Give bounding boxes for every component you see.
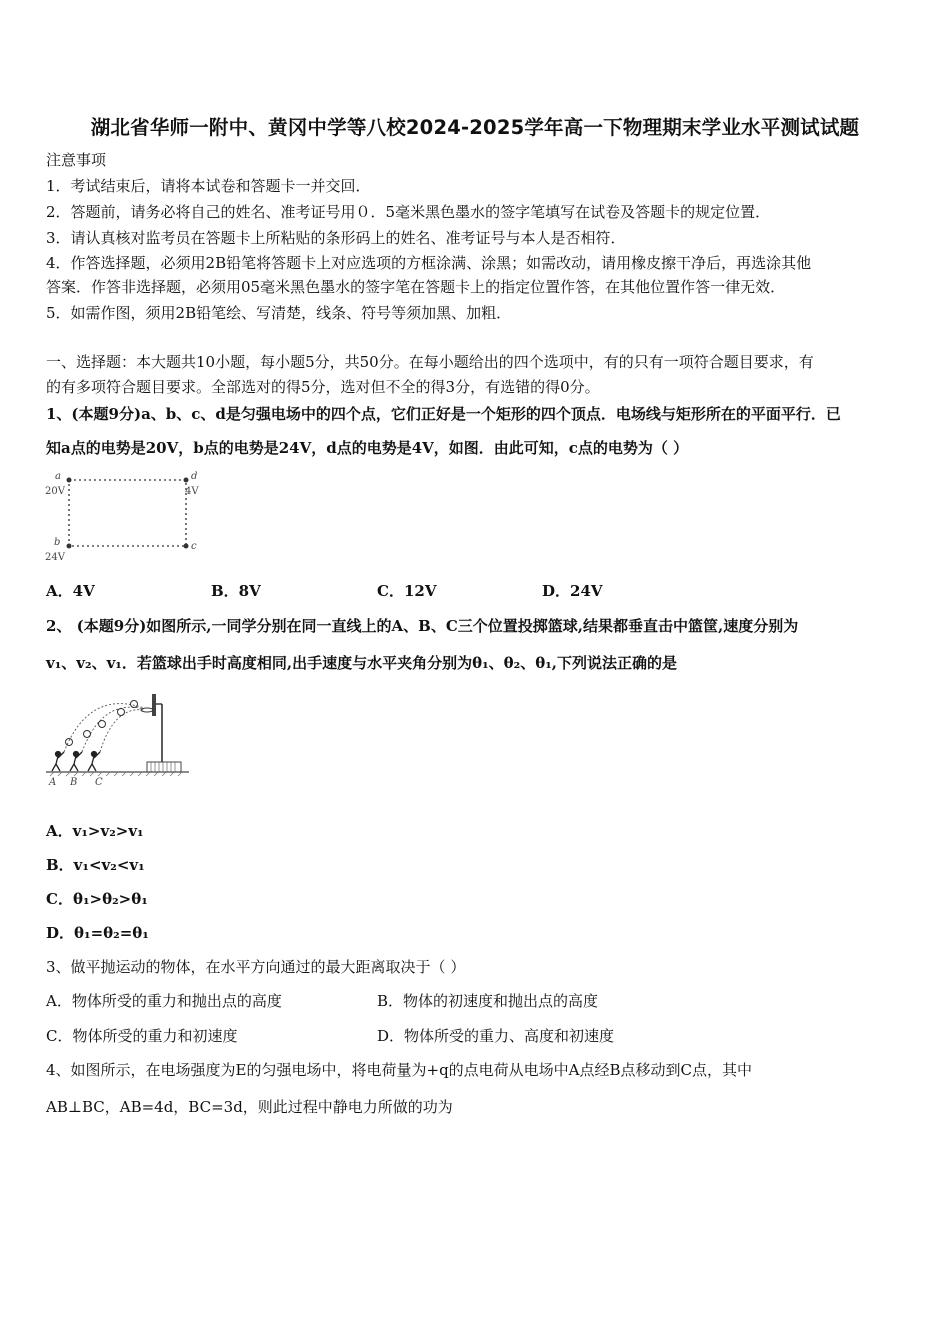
option-c: C．物体所受的重力和初速度 bbox=[46, 1027, 238, 1045]
option-b: B．8V bbox=[211, 582, 261, 600]
option-b: B．物体的初速度和抛出点的高度 bbox=[377, 992, 599, 1010]
option-a: A．4V bbox=[46, 582, 95, 600]
option-d: D．物体所受的重力、高度和初速度 bbox=[377, 1027, 615, 1045]
question-2-figure bbox=[44, 684, 194, 789]
label-c: c bbox=[191, 541, 197, 552]
section-instructions: 的有多项符合题目要求。全部选对的得5分，选对但不全的得3分，有选错的得0分。 bbox=[46, 378, 600, 396]
question-4-text: 4、如图所示，在电场强度为E的匀强电场中，将电荷量为+q的点电荷从电场中A点经B点移动到C点，其中 bbox=[46, 1061, 753, 1079]
notice-item: 答案．作答非选择题，必须用05毫米黑色墨水的签字笔在答题卡上的指定位置作答，在其他位置作答一律无效． bbox=[46, 278, 786, 296]
point-d bbox=[184, 478, 189, 483]
notice-item: 5．如需作图，须用2B铅笔绘、写清楚，线条、符号等须加黑、加粗． bbox=[46, 304, 512, 322]
label-B: B bbox=[70, 777, 78, 788]
label-a: a bbox=[55, 471, 61, 482]
label-va: 20V bbox=[45, 486, 65, 497]
question-1-text: 1、(本题9分)a、b、c、d是匀强电场中的四个点，它们正好是一个矩形的四个顶点．电场线与矩形所在的平面平行．已 bbox=[46, 405, 841, 423]
notice-item: 1．考试结束后，请将本试卷和答题卡一并交回． bbox=[46, 177, 371, 195]
question-1-text: 知a点的电势是20V，b点的电势是24V，d点的电势是4V，如图．由此可知，c点的电势为（ ） bbox=[46, 439, 689, 457]
point-a bbox=[67, 478, 72, 483]
option-d: D．θ₁=θ₂=θ₁ bbox=[46, 924, 149, 942]
label-vb: 24V bbox=[45, 552, 65, 563]
option-a: A．物体所受的重力和抛出点的高度 bbox=[46, 992, 282, 1010]
label-d: d bbox=[191, 471, 198, 482]
question-3-text: 3、做平抛运动的物体，在水平方向通过的最大距离取决于（ ） bbox=[46, 958, 466, 976]
option-d: D．24V bbox=[542, 582, 603, 600]
page-title: 湖北省华师一附中、黄冈中学等八校2024-2025学年高一下物理期末学业水平测试试题 bbox=[90, 116, 860, 139]
option-c: C．12V bbox=[377, 582, 437, 600]
option-a: A．v₁>v₂>v₁ bbox=[46, 822, 144, 840]
label-C: C bbox=[95, 777, 103, 788]
notice-item: 4．作答选择题，必须用2B铅笔将答题卡上对应选项的方框涂满、涂黑；如需改动，请用橡皮擦干净后，再选涂其他 bbox=[46, 254, 812, 272]
question-4-text: AB⊥BC，AB=4d，BC=3d，则此过程中静电力所做的功为 bbox=[46, 1098, 453, 1116]
question-2-text: 2、 (本题9分)如图所示,一同学分别在同一直线上的A、B、C三个位置投掷篮球,结果都垂直击中篮筐,速度分别为 bbox=[46, 617, 799, 635]
question-2-text: v₁、v₂、v₁．若篮球出手时高度相同,出手速度与水平夹角分别为θ₁、θ₂、θ₁,下列说法正确的是 bbox=[46, 654, 678, 672]
notice-item: 3．请认真核对监考员在答题卡上所粘贴的条形码上的姓名、准考证号与本人是否相符． bbox=[46, 229, 626, 247]
label-A: A bbox=[49, 777, 57, 788]
notice-heading: 注意事项 bbox=[46, 151, 107, 169]
question-1-figure bbox=[44, 470, 214, 570]
option-b: B．v₁<v₂<v₁ bbox=[46, 856, 145, 874]
section-instructions: 一、选择题：本大题共10小题，每小题5分，共50分。在每小题给出的四个选项中，有的只有一项符合题目要求，有 bbox=[46, 353, 814, 371]
point-c bbox=[184, 544, 189, 549]
option-c: C．θ₁>θ₂>θ₁ bbox=[46, 890, 148, 908]
notice-item: 2．答题前，请务必将自己的姓名、准考证号用０．5毫米黑色墨水的签字笔填写在试卷及答题卡的规定位置． bbox=[46, 203, 771, 221]
label-vd: 4V bbox=[185, 486, 199, 497]
point-b bbox=[67, 544, 72, 549]
label-b: b bbox=[54, 537, 61, 548]
